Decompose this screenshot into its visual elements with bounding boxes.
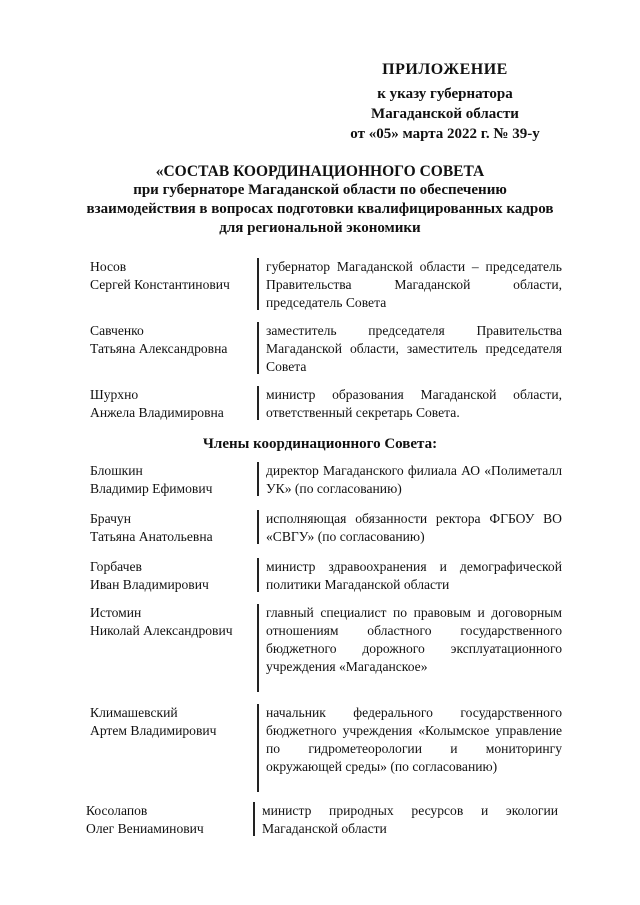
person-given-names: Сергей Константинович (90, 277, 230, 292)
person-given-names: Артем Владимирович (90, 723, 217, 738)
person-given-names: Иван Владимирович (90, 577, 209, 592)
person-role: начальник федерального государственного бюджетного учреждения «Колымское управление по гидрометеорологии и мониторингу окружающей среды» (по согласованию) (266, 705, 562, 774)
person-surname: Савченко (90, 323, 144, 338)
title-line: взаимодействия в вопросах подготовки квалифицированных кадров (86, 201, 554, 217)
person-surname: Носов (90, 259, 127, 274)
separator-line (257, 258, 259, 310)
person-given-names: Олег Вениаминович (86, 821, 204, 836)
separator-line (257, 604, 259, 692)
appendix-line: к указу губернатора (377, 86, 513, 102)
person-role: губернатор Магаданской области – председатель Правительства Магаданской области, председатель Совета (266, 259, 562, 310)
appendix-heading: ПРИЛОЖЕНИЕ (382, 61, 508, 78)
person-name (86, 802, 251, 838)
separator-line (257, 558, 259, 592)
person-surname: Брачун (90, 511, 132, 526)
title-line: «СОСТАВ КООРДИНАЦИОННОГО СОВЕТА (155, 163, 485, 180)
person-name (90, 558, 255, 594)
person-role: министр образования Магаданской области, ответственный секретарь Совета. (266, 387, 562, 420)
person-surname: Климашевский (90, 705, 178, 720)
separator-line (257, 704, 259, 792)
person-given-names: Николай Александрович (90, 623, 233, 638)
separator-line (257, 462, 259, 496)
separator-line (257, 386, 259, 420)
person-name (90, 510, 255, 546)
title-line: для региональной экономики (219, 220, 421, 236)
person-surname: Блошкин (90, 463, 143, 478)
person-given-names: Владимир Ефимович (90, 481, 213, 496)
person-given-names: Татьяна Анатольевна (90, 529, 213, 544)
person-surname: Горбачев (90, 559, 142, 574)
document-title (60, 162, 580, 238)
appendix-date-line: от «05» марта 2022 г. № 39-у (350, 126, 540, 142)
person-role: директор Магаданского филиала АО «Полиметалл УК» (по согласованию) (266, 463, 562, 496)
person-role: министр здравоохранения и демографической политики Магаданской области (266, 559, 562, 592)
person-role: исполняющая обязанности ректора ФГБОУ ВО «СВГУ» (по согласованию) (266, 511, 562, 544)
separator-line (257, 322, 259, 374)
separator-line (253, 802, 255, 836)
person-surname: Косолапов (86, 803, 148, 818)
separator-line (257, 510, 259, 544)
person-role: заместитель председателя Правительства Магаданской области, заместитель председателя Совета (266, 323, 562, 374)
person-name (90, 322, 255, 358)
person-role: министр природных ресурсов и экологии Магаданской области (262, 803, 558, 836)
person-role: главный специалист по правовым и договорным отношениям областного государственного бюджетного дорожного эксплуатационного учреждения «Магаданское» (266, 605, 562, 674)
person-name (90, 258, 255, 294)
title-line: при губернаторе Магаданской области по обеспечению (133, 182, 507, 198)
person-name (90, 386, 255, 422)
appendix-line: Магаданской области (371, 106, 519, 122)
person-surname: Истомин (90, 605, 142, 620)
person-given-names: Татьяна Александровна (90, 341, 228, 356)
appendix-block (330, 60, 560, 144)
person-surname: Шурхно (90, 387, 139, 402)
person-name (90, 704, 255, 740)
members-heading: Члены координационного Совета: (202, 436, 438, 452)
person-name (90, 604, 255, 640)
person-name (90, 462, 255, 498)
person-given-names: Анжела Владимировна (90, 405, 224, 420)
